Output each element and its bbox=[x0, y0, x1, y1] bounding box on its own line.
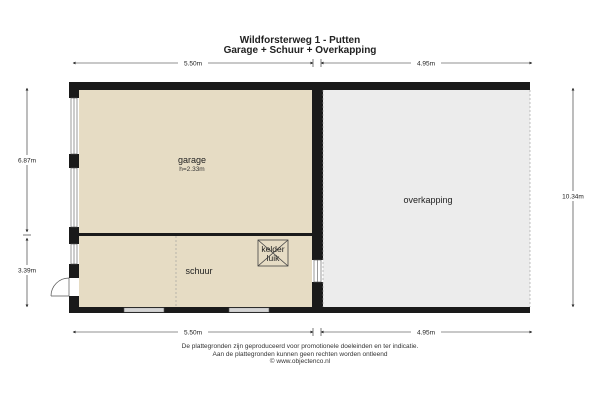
dim-bottom-left: 5.50m bbox=[183, 329, 203, 337]
garage-label: garage bbox=[177, 155, 207, 165]
plan-title: Wildforsterweg 1 - Putten bbox=[239, 35, 361, 46]
dim-top-left: 5.50m bbox=[183, 60, 203, 68]
dim-right: 10.34m bbox=[562, 193, 584, 201]
footer-disclaimer-2: Aan de plattegronden kunnen geen rechten worden ontleend bbox=[212, 350, 388, 358]
schuur-label: schuur bbox=[185, 266, 213, 276]
dim-left-lower: 3.39m bbox=[17, 267, 37, 275]
kelderluik-label-2: luik bbox=[266, 253, 280, 263]
dim-top-right: 4.95m bbox=[416, 60, 436, 68]
dim-left-upper: 6.87m bbox=[17, 157, 37, 165]
door-swing bbox=[51, 278, 69, 296]
overkapping-label: overkapping bbox=[403, 195, 453, 205]
kelderluik-label-1: kelder bbox=[261, 244, 285, 254]
dim-bottom-right: 4.95m bbox=[416, 329, 436, 337]
footer-disclaimer-1: De plattegronden zijn geproduceerd voor promotionele doeleinden en ter indicatie. bbox=[181, 343, 419, 350]
footer-copyright: © www.objectenco.nl bbox=[269, 358, 331, 365]
plan-subtitle: Garage + Schuur + Overkapping bbox=[223, 45, 377, 56]
garage-height: h=2.33m bbox=[179, 166, 205, 173]
